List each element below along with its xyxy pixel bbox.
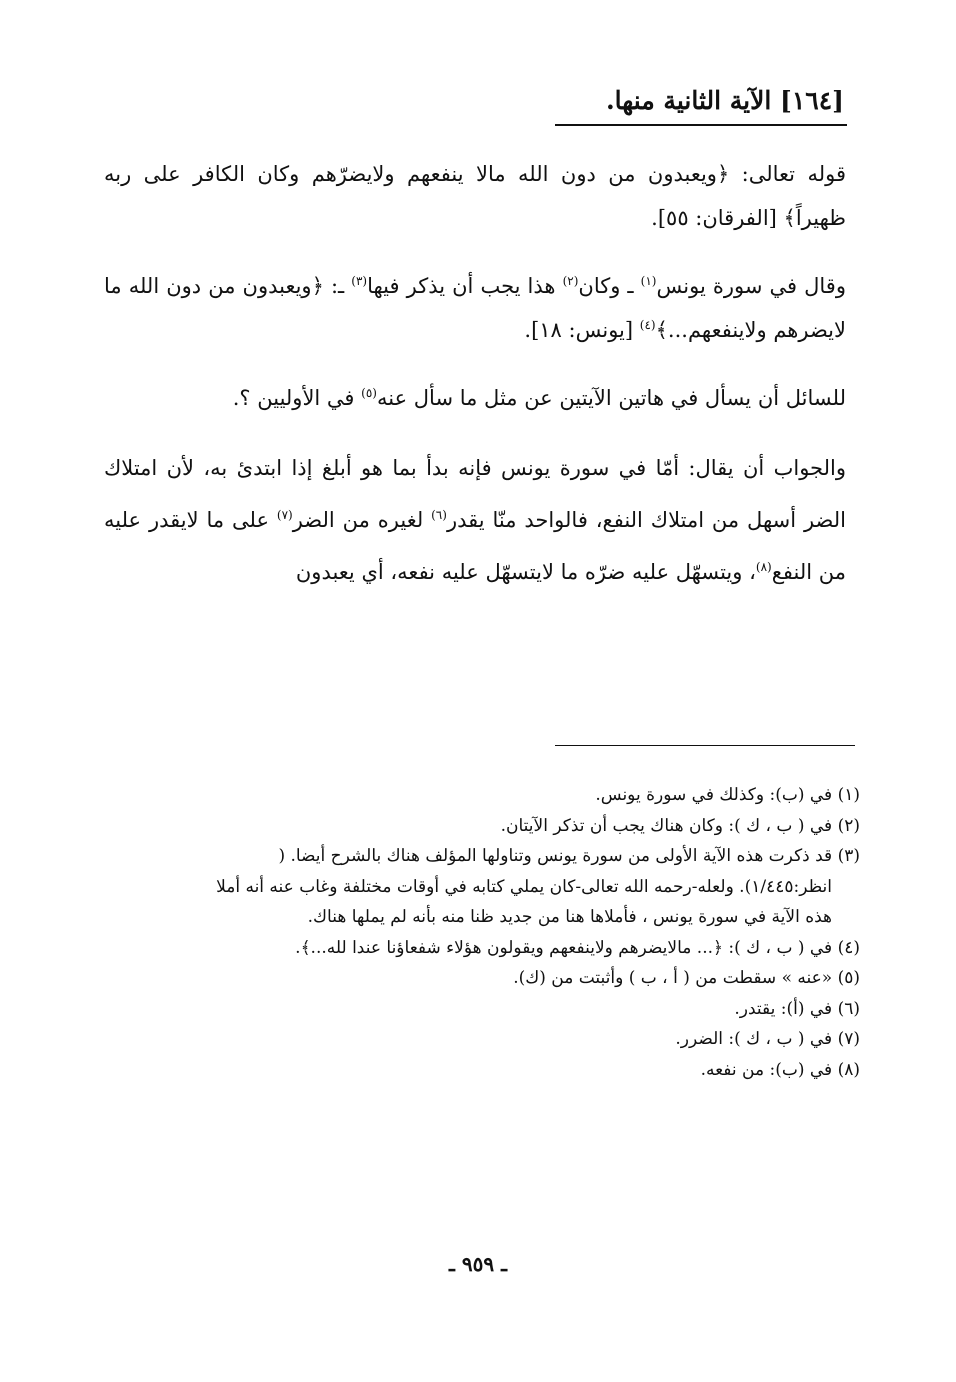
- text-run: في الأوليين ؟.: [232, 386, 362, 410]
- section-heading: [١٦٤] الآية الثانية منها.: [605, 86, 844, 115]
- footnote-8: (٨) في (ب): من نفعه.: [700, 1059, 860, 1080]
- paragraph-text: قوله تعالى: ﴿ويعبدون من دون الله مالا ينفعهم ولايضرّهم وكان الكافر على ربه ظهيراً﴾ [الفرقان: ٥٥].: [104, 162, 846, 230]
- text-run: ، ويتسهّل عليه ضرّه ما لايتسهّل عليه نفعه، أي يعبدون: [295, 560, 756, 584]
- paragraph-answer: [104, 442, 846, 598]
- footnote-6: (٦) في (أ): يقتدر.: [734, 998, 860, 1019]
- footnote-7: (٧) في ( ب ، ك ): الضرر.: [675, 1029, 860, 1049]
- footnote-ref-5: (٥): [361, 386, 377, 400]
- text-run: ـ وكان: [578, 274, 641, 298]
- footnote-ref-8: (٨): [755, 560, 772, 574]
- text-run: ـ: ﴿ويعبدون من دون الله ما لايضرهم ولاينفعهم...﴾: [104, 274, 846, 342]
- footnote-ref-3: (٣): [351, 274, 368, 288]
- paragraph-question: [104, 376, 846, 420]
- footnote-ref-1: (١): [640, 274, 657, 288]
- footnote-3: (٣) قد ذكرت هذه الآية الأولى من سورة يونس وتناولها المؤلف هناك بالشرح أيضا. (: [278, 846, 860, 866]
- footnote-ref-4: (٤): [639, 318, 656, 332]
- text-run: على ما لايقدر عليه من النفع: [104, 508, 846, 584]
- text-run: والجواب أن يقال: أمّا في سورة يونس فإنه بدأ بما هو أبلغ إذا ابتدئ به، لأن امتلاك الضر أسهل من امتلاك النفع، فالواحد منّا يقدر: [104, 456, 846, 532]
- footnote-3-line-2: انظر:١/٤٤٥). ولعله-رحمه الله تعالى-كان يملي كتابه في أوقات مختلفة وغاب عنه أنه أملا: [216, 876, 832, 897]
- footnote-3-line-3: هذه الآية في سورة يونس ، فأملاها هنا من جديد ظنا منه بأنه لم يملها هناك.: [307, 907, 832, 927]
- paragraph-verse-furqan: [104, 152, 846, 240]
- text-run: لغيره من الضر: [292, 508, 432, 532]
- text-run: هذا يجب أن يذكر فيها: [367, 274, 563, 298]
- text-run: [يونس: ١٨].: [524, 318, 640, 342]
- paragraph-verse-yunus: [104, 264, 846, 352]
- page-number: ـ ٩٥٩ ـ: [449, 1252, 507, 1276]
- footnote-ref-7: (٧): [276, 508, 293, 522]
- text-run: للسائل أن يسأل في هاتين الآيتين عن مثل ما سأل عنه: [376, 386, 846, 410]
- footnotes: [108, 780, 860, 1085]
- footnote-1: (١) في (ب): وكذلك في سورة يونس.: [595, 785, 860, 805]
- paragraph-text: [104, 264, 846, 352]
- heading-underline: [555, 124, 847, 126]
- footnote-ref-6: (٦): [431, 508, 447, 522]
- footnote-2: (٢) في ( ب ، ك ): وكان هناك يجب أن تذكر الآيتان.: [500, 815, 860, 836]
- footnote-5: (٥) «عنه » سقطت من ( أ ، ب ) وأثبتت من (ك).: [513, 968, 860, 988]
- paragraph-text: [104, 376, 846, 420]
- text-run: وقال في سورة يونس: [656, 274, 846, 298]
- footnote-ref-2: (٢): [562, 274, 579, 288]
- paragraph-text: [104, 442, 846, 598]
- footnote-4: (٤) في ( ب ، ك ): ﴿... مالايضرهم ولاينفعهم ويقولون هؤلاء شفعاؤنا عندا لله...﴾.: [295, 937, 860, 958]
- footnote-separator: [555, 745, 855, 746]
